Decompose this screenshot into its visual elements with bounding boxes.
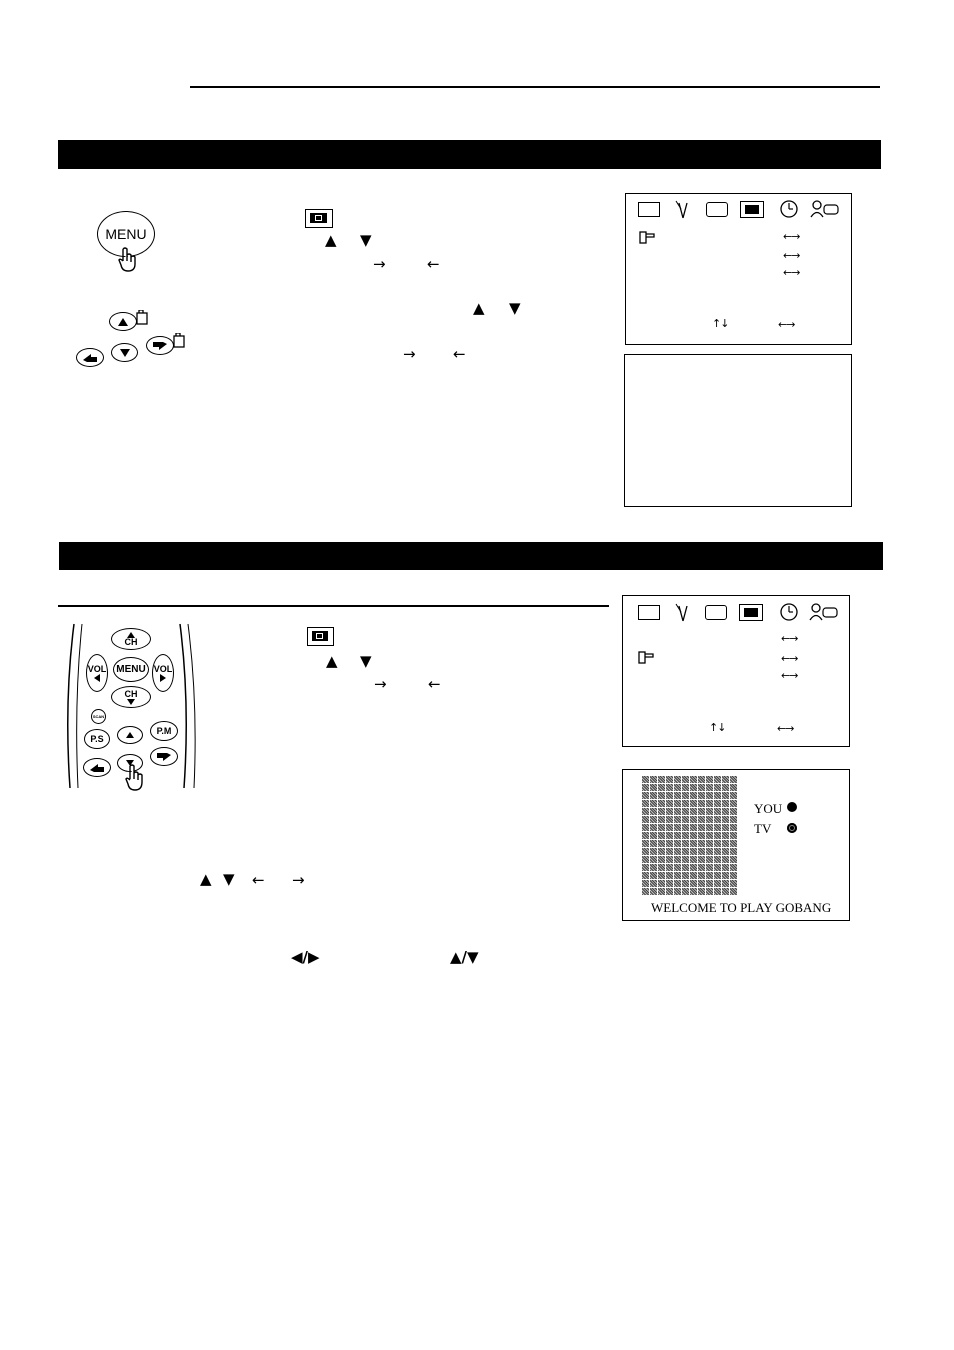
down-triangle-glyph-4: ▼	[223, 870, 235, 888]
board-cell[interactable]	[658, 880, 665, 887]
left-arrow-glyph-4: ←	[252, 871, 265, 889]
board-cell[interactable]	[722, 872, 729, 879]
board-cell[interactable]	[714, 856, 721, 863]
lr-arrows-8: ←→	[777, 722, 794, 735]
board-cell[interactable]	[714, 824, 721, 831]
board-cell[interactable]	[698, 848, 705, 855]
board-cell[interactable]	[666, 800, 673, 807]
board-cell[interactable]	[698, 776, 705, 783]
board-cell[interactable]	[714, 776, 721, 783]
up-triangle-glyph-3: ▲	[326, 652, 338, 670]
board-cell[interactable]	[682, 888, 689, 895]
right-button[interactable]	[146, 336, 174, 355]
board-cell[interactable]	[682, 840, 689, 847]
left-button[interactable]	[76, 348, 104, 367]
board-cell[interactable]	[714, 872, 721, 879]
pm-label: P.M	[156, 726, 172, 736]
board-cell[interactable]	[722, 856, 729, 863]
board-cell[interactable]	[674, 888, 681, 895]
clock-icon-2	[779, 602, 799, 622]
board-cell[interactable]	[698, 880, 705, 887]
clock-icon	[779, 199, 799, 219]
board-cell[interactable]	[690, 824, 697, 831]
up-triangle-glyph-2: ▲	[473, 299, 485, 317]
board-cell[interactable]	[706, 808, 713, 815]
board-cell[interactable]	[706, 880, 713, 887]
board-cell[interactable]	[650, 816, 657, 823]
board-cell[interactable]	[682, 800, 689, 807]
tv-set-icon	[706, 202, 728, 217]
board-cell[interactable]	[658, 832, 665, 839]
right-arrow-icon	[153, 342, 167, 350]
board-cell[interactable]	[658, 800, 665, 807]
board-cell[interactable]	[658, 864, 665, 871]
up-triangle-glyph-4: ▲	[200, 870, 212, 888]
board-cell[interactable]	[682, 880, 689, 887]
board-cell[interactable]	[722, 824, 729, 831]
gobang-screen	[622, 769, 850, 921]
board-cell[interactable]	[706, 888, 713, 895]
remote-right-arrow-icon	[157, 753, 171, 761]
board-cell[interactable]	[666, 856, 673, 863]
board-cell[interactable]	[714, 784, 721, 791]
tv-label: TV	[754, 821, 772, 836]
board-cell[interactable]	[690, 864, 697, 871]
board-cell[interactable]	[730, 840, 737, 847]
board-cell[interactable]	[730, 888, 737, 895]
ch-up-button[interactable]	[111, 628, 151, 650]
board-cell[interactable]	[706, 800, 713, 807]
game-menu-icon-selected-2	[739, 604, 763, 621]
scan-button[interactable]	[91, 709, 106, 724]
board-cell[interactable]	[698, 824, 705, 831]
board-cell[interactable]	[658, 848, 665, 855]
board-cell[interactable]	[698, 800, 705, 807]
board-cell[interactable]	[730, 880, 737, 887]
board-cell[interactable]	[698, 864, 705, 871]
board-cell[interactable]	[730, 832, 737, 839]
board-cell[interactable]	[706, 872, 713, 879]
board-cell[interactable]	[650, 808, 657, 815]
right-arrow-glyph: →	[373, 255, 386, 273]
board-cell[interactable]	[714, 816, 721, 823]
board-cell[interactable]	[642, 808, 649, 815]
updown-arrows: ↑↓	[712, 317, 729, 330]
left-right-pair-glyph: ◀/▶	[291, 948, 320, 966]
ch-down-triangle-icon	[127, 699, 135, 705]
board-cell[interactable]	[698, 792, 705, 799]
board-cell[interactable]	[714, 808, 721, 815]
board-cell[interactable]	[722, 816, 729, 823]
board-cell[interactable]	[722, 832, 729, 839]
board-cell[interactable]	[674, 808, 681, 815]
board-cell[interactable]	[706, 784, 713, 791]
board-cell[interactable]	[674, 800, 681, 807]
board-cell[interactable]	[722, 888, 729, 895]
scan-label: SCAN	[92, 714, 105, 719]
board-cell[interactable]	[730, 864, 737, 871]
board-cell[interactable]	[658, 808, 665, 815]
board-cell[interactable]	[650, 864, 657, 871]
updown-arrows-2: ↑↓	[709, 721, 726, 734]
board-cell[interactable]	[682, 784, 689, 791]
antenna-icon	[673, 199, 695, 219]
tv-stone-icon	[787, 823, 797, 833]
up-button[interactable]	[109, 312, 137, 331]
board-cell[interactable]	[714, 792, 721, 799]
board-cell[interactable]	[730, 856, 737, 863]
board-cell[interactable]	[730, 784, 737, 791]
board-cell[interactable]	[658, 888, 665, 895]
down-triangle-glyph-3: ▼	[360, 652, 372, 670]
board-cell[interactable]	[642, 800, 649, 807]
tv-menu-screen-2	[622, 595, 850, 747]
board-cell[interactable]	[658, 856, 665, 863]
board-cell[interactable]	[682, 816, 689, 823]
board-cell[interactable]	[642, 816, 649, 823]
lr-arrows-2: ←→	[783, 249, 800, 262]
board-cell[interactable]	[730, 824, 737, 831]
board-cell[interactable]	[690, 808, 697, 815]
pointing-hand-icon-2	[136, 310, 150, 326]
you-label: YOU	[754, 801, 783, 816]
board-cell[interactable]	[690, 872, 697, 879]
board-cell[interactable]	[658, 816, 665, 823]
board-cell[interactable]	[642, 824, 649, 831]
board-cell[interactable]	[666, 864, 673, 871]
left-arrow-icon	[83, 354, 97, 362]
board-cell[interactable]	[690, 792, 697, 799]
board-cell[interactable]	[682, 824, 689, 831]
board-cell[interactable]	[722, 784, 729, 791]
board-cell[interactable]	[706, 848, 713, 855]
board-cell[interactable]	[642, 840, 649, 847]
right-arrow-glyph-3: →	[374, 675, 387, 693]
pointing-hand-icon	[115, 247, 141, 273]
board-cell[interactable]	[722, 792, 729, 799]
board-cell[interactable]	[666, 824, 673, 831]
ch-down-label: CH	[124, 688, 138, 699]
board-cell[interactable]	[730, 816, 737, 823]
board-cell[interactable]	[722, 848, 729, 855]
board-cell[interactable]	[642, 856, 649, 863]
board-cell[interactable]	[706, 832, 713, 839]
antenna-icon-2	[673, 602, 695, 622]
board-cell[interactable]	[650, 776, 657, 783]
board-cell[interactable]	[642, 872, 649, 879]
board-cell[interactable]	[650, 880, 657, 887]
board-cell[interactable]	[666, 832, 673, 839]
board-cell[interactable]	[682, 848, 689, 855]
board-cell[interactable]	[722, 864, 729, 871]
board-cell[interactable]	[666, 872, 673, 879]
board-cell[interactable]	[642, 784, 649, 791]
person-teletext-icon	[810, 199, 840, 219]
game-menu-icon-2	[307, 627, 334, 646]
board-cell[interactable]	[714, 832, 721, 839]
board-cell[interactable]	[706, 792, 713, 799]
ps-button[interactable]	[84, 729, 110, 749]
board-cell[interactable]	[658, 776, 665, 783]
board-cell[interactable]	[682, 872, 689, 879]
board-cell[interactable]	[706, 824, 713, 831]
board-cell[interactable]	[682, 864, 689, 871]
ps-label: P.S	[90, 734, 104, 744]
ch-down-button[interactable]	[111, 686, 151, 708]
board-cell[interactable]	[642, 776, 649, 783]
board-cell[interactable]	[698, 888, 705, 895]
board-cell[interactable]	[722, 880, 729, 887]
board-cell[interactable]	[666, 840, 673, 847]
board-cell[interactable]	[674, 840, 681, 847]
board-cell[interactable]	[690, 848, 697, 855]
board-cell[interactable]	[658, 824, 665, 831]
board-cell[interactable]	[706, 776, 713, 783]
board-cell[interactable]	[650, 792, 657, 799]
board-cell[interactable]	[698, 872, 705, 879]
board-cell[interactable]	[642, 888, 649, 895]
board-cell[interactable]	[642, 848, 649, 855]
pointing-hand-icon-3	[173, 333, 187, 349]
board-cell[interactable]	[690, 856, 697, 863]
board-cell[interactable]	[690, 880, 697, 887]
tv-menu-screen-1	[625, 193, 852, 345]
lr-arrows-4: ←→	[778, 318, 795, 331]
board-cell[interactable]	[698, 840, 705, 847]
board-cell[interactable]	[674, 864, 681, 871]
menu-button-label: MENU	[105, 226, 147, 242]
board-cell[interactable]	[666, 816, 673, 823]
section-header-bar-1	[58, 140, 881, 169]
board-cell[interactable]	[666, 888, 673, 895]
board-cell[interactable]	[674, 824, 681, 831]
board-cell[interactable]	[690, 784, 697, 791]
subsection-rule	[58, 605, 609, 607]
board-cell[interactable]	[714, 864, 721, 871]
board-cell[interactable]	[730, 808, 737, 815]
down-triangle-glyph-2: ▼	[509, 299, 521, 317]
vol-left-button[interactable]	[86, 654, 108, 692]
board-cell[interactable]	[722, 800, 729, 807]
board-cell[interactable]	[714, 888, 721, 895]
vol-left-label: VOL	[87, 663, 107, 674]
board-cell[interactable]	[650, 872, 657, 879]
board-cell[interactable]	[658, 784, 665, 791]
vol-right-button[interactable]	[152, 654, 174, 692]
board-cell[interactable]	[658, 872, 665, 879]
board-cell[interactable]	[642, 864, 649, 871]
board-cell[interactable]	[650, 784, 657, 791]
menu-remote-button[interactable]	[113, 657, 149, 682]
section-header-bar-2	[59, 542, 883, 570]
board-cell[interactable]	[666, 808, 673, 815]
right-arrow-glyph-2: →	[403, 345, 416, 363]
board-cell[interactable]	[730, 792, 737, 799]
board-cell[interactable]	[666, 784, 673, 791]
board-cell[interactable]	[666, 792, 673, 799]
board-cell[interactable]	[650, 840, 657, 847]
vol-right-triangle-icon	[160, 674, 166, 682]
board-cell[interactable]	[674, 832, 681, 839]
board-cell[interactable]	[674, 816, 681, 823]
board-cell[interactable]	[730, 800, 737, 807]
board-cell[interactable]	[674, 856, 681, 863]
board-cell[interactable]	[682, 808, 689, 815]
board-cell[interactable]	[730, 848, 737, 855]
game-menu-icon-selected	[740, 201, 764, 218]
up-triangle-icon	[118, 318, 128, 326]
board-cell[interactable]	[722, 808, 729, 815]
lr-arrows-5: ←→	[781, 632, 798, 645]
board-cell[interactable]	[714, 880, 721, 887]
picture-icon	[638, 202, 660, 217]
board-cell[interactable]	[722, 840, 729, 847]
board-cell[interactable]	[690, 832, 697, 839]
lr-arrows-3: ←→	[783, 266, 800, 279]
ch-up-label: CH	[124, 636, 138, 647]
left-arrow-glyph-2: ←	[453, 345, 466, 363]
lr-arrows-6: ←→	[781, 652, 798, 665]
right-arrow-glyph-4: →	[292, 871, 305, 889]
board-cell[interactable]	[666, 776, 673, 783]
tv-screen-blank	[624, 354, 852, 507]
board-cell[interactable]	[642, 880, 649, 887]
board-cell[interactable]	[642, 832, 649, 839]
hand-cursor-icon	[639, 231, 655, 245]
menu-remote-label: MENU	[116, 664, 146, 675]
board-cell[interactable]	[642, 792, 649, 799]
board-cell[interactable]	[650, 800, 657, 807]
remote-up-triangle-icon	[126, 732, 134, 738]
board-cell[interactable]	[658, 792, 665, 799]
board-cell[interactable]	[666, 848, 673, 855]
board-cell[interactable]	[650, 856, 657, 863]
gobang-board	[642, 776, 738, 896]
board-cell[interactable]	[714, 800, 721, 807]
pm-button[interactable]	[150, 721, 178, 741]
board-cell[interactable]	[666, 880, 673, 887]
board-cell[interactable]	[714, 848, 721, 855]
vol-right-label: VOL	[153, 663, 173, 674]
board-cell[interactable]	[650, 832, 657, 839]
board-cell[interactable]	[698, 832, 705, 839]
board-cell[interactable]	[658, 840, 665, 847]
pointing-hand-icon-4	[124, 764, 148, 792]
lr-arrows-7: ←→	[781, 669, 798, 682]
tv-set-icon-2	[705, 605, 727, 620]
board-cell[interactable]	[698, 784, 705, 791]
board-cell[interactable]	[690, 800, 697, 807]
board-cell[interactable]	[690, 776, 697, 783]
top-rule	[190, 86, 880, 88]
board-cell[interactable]	[682, 856, 689, 863]
you-stone-icon	[787, 802, 797, 812]
board-cell[interactable]	[674, 784, 681, 791]
board-cell[interactable]	[690, 888, 697, 895]
board-cell[interactable]	[674, 872, 681, 879]
remote-right-button[interactable]	[150, 747, 178, 766]
picture-icon-2	[638, 605, 660, 620]
remote-left-arrow-icon	[90, 764, 104, 772]
board-cell[interactable]	[706, 864, 713, 871]
lr-arrows-1: ←→	[783, 230, 800, 243]
left-arrow-glyph: ←	[427, 255, 440, 273]
board-cell[interactable]	[674, 848, 681, 855]
hand-cursor-icon-2	[638, 651, 654, 665]
board-cell[interactable]	[674, 792, 681, 799]
board-cell[interactable]	[698, 856, 705, 863]
board-cell[interactable]	[730, 776, 737, 783]
remote-up-button[interactable]	[117, 726, 143, 744]
down-button[interactable]	[111, 343, 138, 362]
board-cell[interactable]	[674, 776, 681, 783]
board-cell[interactable]	[706, 816, 713, 823]
down-triangle-icon	[120, 349, 130, 357]
board-cell[interactable]	[650, 888, 657, 895]
game-menu-icon	[305, 209, 333, 228]
board-cell[interactable]	[706, 856, 713, 863]
up-down-pair-glyph: ▲/▼	[450, 948, 479, 966]
board-cell[interactable]	[730, 872, 737, 879]
board-cell[interactable]	[650, 848, 657, 855]
board-cell[interactable]	[650, 824, 657, 831]
board-cell[interactable]	[698, 808, 705, 815]
board-cell[interactable]	[682, 776, 689, 783]
board-cell[interactable]	[714, 840, 721, 847]
board-cell[interactable]	[682, 832, 689, 839]
up-triangle-glyph: ▲	[325, 231, 337, 249]
board-cell[interactable]	[690, 840, 697, 847]
remote-left-button[interactable]	[83, 758, 111, 777]
person-teletext-icon-2	[809, 602, 839, 622]
board-cell[interactable]	[674, 880, 681, 887]
board-cell[interactable]	[722, 776, 729, 783]
board-cell[interactable]	[698, 816, 705, 823]
welcome-message: WELCOME TO PLAY GOBANG	[651, 900, 832, 915]
board-cell[interactable]	[690, 816, 697, 823]
down-triangle-glyph: ▼	[360, 231, 372, 249]
board-cell[interactable]	[706, 840, 713, 847]
left-arrow-glyph-3: ←	[428, 675, 441, 693]
board-cell[interactable]	[682, 792, 689, 799]
vol-left-triangle-icon	[94, 674, 100, 682]
